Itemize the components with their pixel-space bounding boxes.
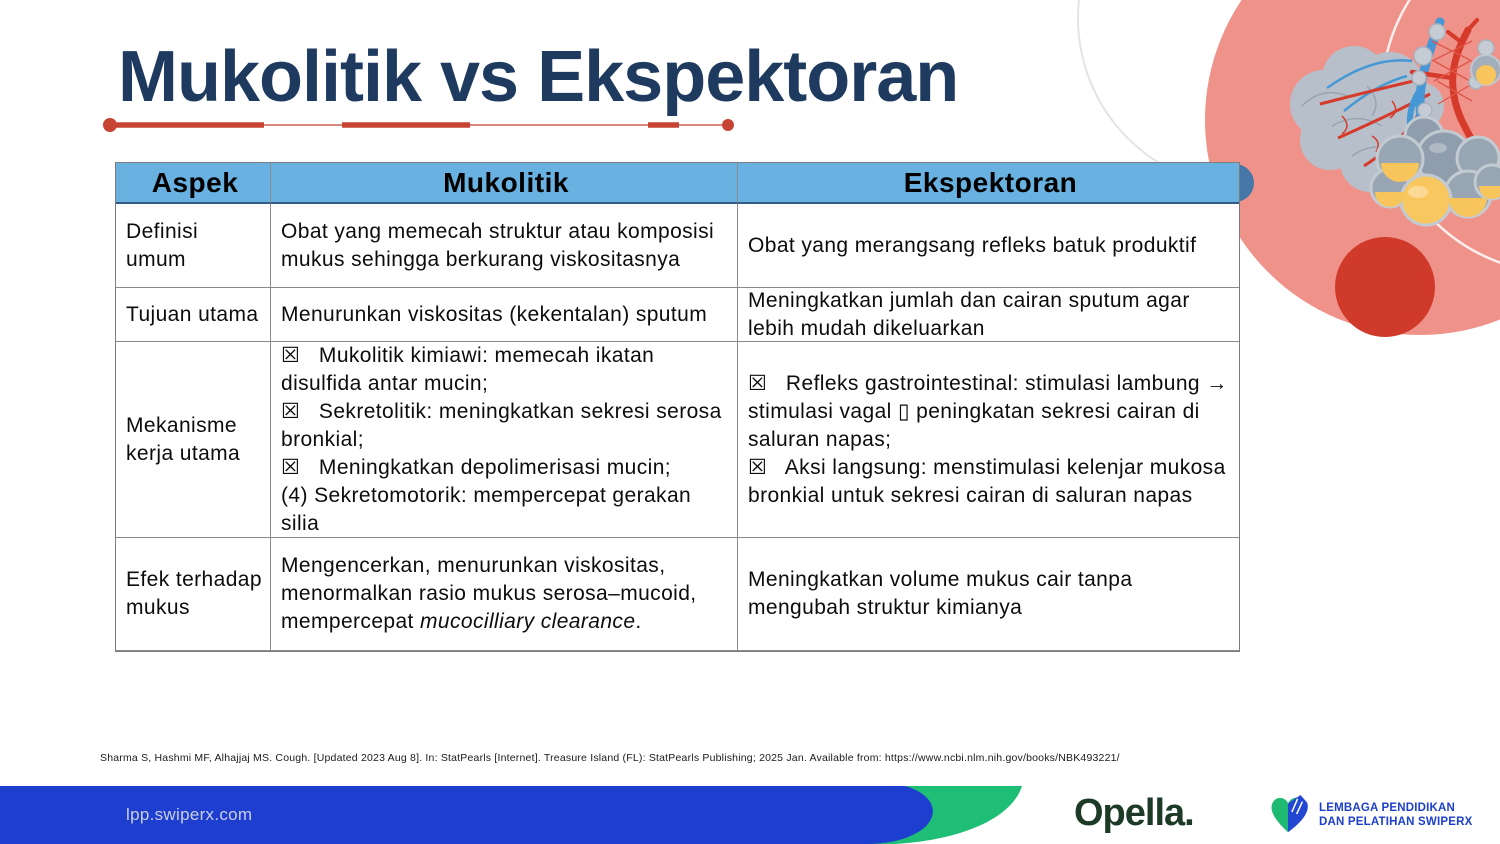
bullet-item: ☒ Mukolitik kimiawi: memecah ikatan disulfida antar mucin; xyxy=(281,343,655,395)
lpp-line2: DAN PELATIHAN SWIPERX xyxy=(1319,816,1473,828)
cell-efek-ekspektoran: Meningkatkan volume mukus cair tanpa mengubah struktur kimianya xyxy=(738,538,1239,651)
footer-bar xyxy=(0,786,1500,844)
cell-tujuan-mukolitik: Menurunkan viskositas (kekentalan) sputum xyxy=(271,288,738,342)
lpp-line1: LEMBAGA PENDIDIKAN xyxy=(1319,802,1456,814)
cell-mekanisme-aspek: Mekanisme kerja utama xyxy=(116,342,271,538)
bullet-item: ☒ Aksi langsung: menstimulasi kelenjar mukosa bronkial untuk sekresi cairan di saluran napas xyxy=(748,455,1226,507)
comparison-table xyxy=(115,162,1240,652)
cell-efek-mukolitik xyxy=(271,538,738,651)
cell-mekanisme-ekspektoran xyxy=(738,342,1239,538)
opella-logo: Opella. xyxy=(1074,792,1194,834)
cell-tujuan-ekspektoran: Meningkatkan jumlah dan cairan sputum agar lebih mudah dikeluarkan xyxy=(738,288,1239,342)
dark-red-circle xyxy=(1335,237,1435,337)
site-url: lpp.swiperx.com xyxy=(126,805,253,824)
heart-book-icon xyxy=(1268,793,1310,837)
cell-definisi-mukolitik: Obat yang memecah struktur atau komposisi mukus sehingga berkurang viskositasnya xyxy=(271,204,738,288)
bullet-item: (4) Sekretomotorik: mempercepat gerakan silia xyxy=(281,483,692,535)
title-underline xyxy=(98,114,748,138)
lpp-swiperx-logo xyxy=(1268,793,1473,837)
cell-tujuan-aspek: Tujuan utama xyxy=(116,288,271,342)
rich-text: Mengencerkan, menurunkan viskositas, menormalkan rasio mukus serosa–mucoid, mempercepat mucocilliary clearance. xyxy=(281,554,697,633)
cell-efek-aspek: Efek terhadap mukus xyxy=(116,538,271,651)
header-ekspektoran: Ekspektoran xyxy=(738,163,1239,204)
slide-title: Mukolitik vs Ekspektoran xyxy=(118,37,959,117)
bullet-item: ☒ Sekretolitik: meningkatkan sekresi serosa bronkial; xyxy=(281,399,722,451)
header-aspek: Aspek xyxy=(116,163,271,204)
bullet-item: ☒ Refleks gastrointestinal: stimulasi lambung → stimulasi vagal ▯ peningkatan sekresi cairan di saluran napas; xyxy=(748,371,1228,451)
cell-definisi-ekspektoran: Obat yang merangsang refleks batuk produktif xyxy=(738,204,1239,288)
lpp-text xyxy=(1319,801,1473,829)
cell-mekanisme-mukolitik xyxy=(271,342,738,538)
bullet-item: ☒ Meningkatkan depolimerisasi mucin; xyxy=(281,455,672,479)
citation: Sharma S, Hashmi MF, Alhajjaj MS. Cough. [Updated 2023 Aug 8]. In: StatPearls [Internet]. Treasure Island (FL): StatPearls Publishing; 2025 Jan. Available from: https://www.ncbi.nlm.nih.gov/books/NBK493221/ xyxy=(100,752,1120,764)
header-mukolitik: Mukolitik xyxy=(271,163,738,204)
cell-definisi-aspek: Definisi umum xyxy=(116,204,271,288)
